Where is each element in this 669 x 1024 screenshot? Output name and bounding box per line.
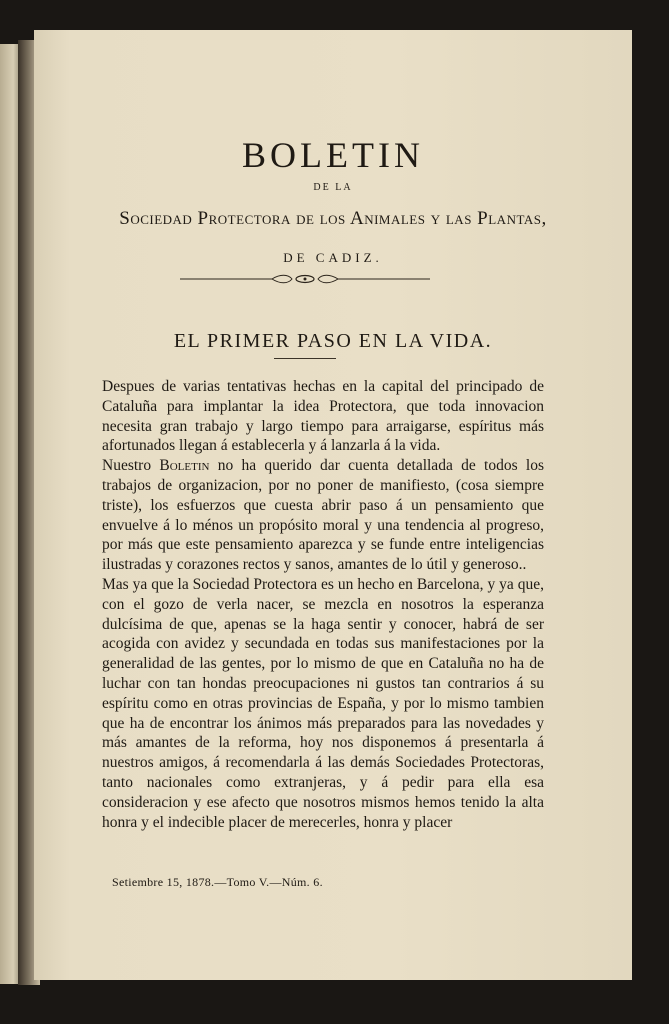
paragraph-3: Mas ya que la Sociedad Protectora es un hecho en Barcelona, y ya que, con el gozo de verla nacer, se mezcla en nosotros la esperanza dulcísima de que, apenas se la haga sentir y conocer, habrá de ser acogida con avidez y secundada en todas sus manifestaciones por la generalidad de las gentes, por lo mismo de que en Cataluña no ha de luchar con tan hondas preocupaciones ni gustos tan contrarios á su espíritu como en otras provincias de España, y por lo mismo tambien que ha de encontrar los ánimos más preparados para las novedades y más amantes de la reforma, hoy nos disponemos á presentarla á nuestros amigos, á recomendarla á las demás Sociedades Protectoras, tanto nacionales como extranjeras, y á pedir para ella esa consideracion y ese afecto que nosotros mismos hemos tenido la alta honra y el indecible placer de merecerles, honra y placer [102, 575, 544, 831]
document-page [34, 30, 632, 980]
ornament-divider-icon [180, 272, 430, 286]
masthead-title: BOLETIN [242, 135, 424, 175]
article-body [102, 377, 544, 832]
issue-footer: Setiembre 15, 1878.—Tomo V.—Núm. 6. [112, 875, 323, 889]
article-title: EL PRIMER PASO EN LA VIDA. [173, 330, 493, 352]
masthead-city: DE CADIZ. [283, 250, 383, 265]
paragraph-2 [102, 456, 544, 575]
article-title-rule [274, 358, 336, 359]
masthead-society: Sociedad Protectora de los Animales y las Plantas, [119, 208, 547, 229]
paragraph-2-rest: no ha querido dar cuenta detallada de todos los trabajos de organizacion, por no poner de manifiesto, (cosa siempre triste), los esfuerzos que cuesta abrir paso á un pensamiento que envuelve á lo ménos un propósito moral y una tendencia al progreso, por más que este pensamiento aparezca y se funde entre inteligencias ilustradas y corazones rectos y sanos, amantes de lo útil y generoso.. [102, 457, 544, 574]
paragraph-2-lead: Nuestro [102, 457, 160, 475]
boletin-name: Boletin [159, 457, 210, 475]
paragraph-1: Despues de varias tentativas hechas en la capital del principado de Cataluña para implantar la idea Protectora, que toda innovacion necesita gran trabajo y largo tiempo para arraigarse, espíritus más afortunados llegan á establecerla y á lanzarla á la vida. [102, 378, 544, 455]
masthead-de-la: DE LA [313, 182, 353, 193]
